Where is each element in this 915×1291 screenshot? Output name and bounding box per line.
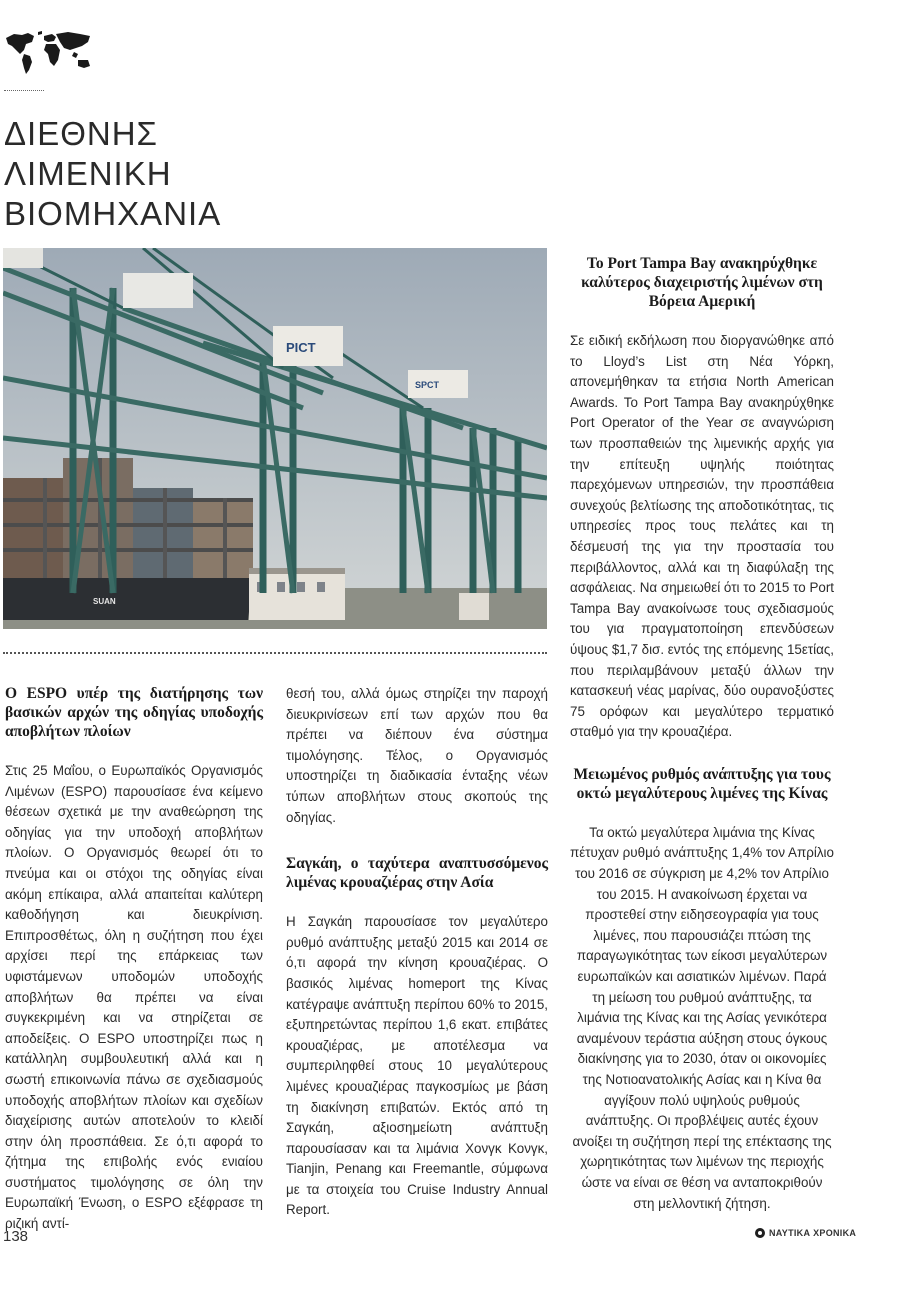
crane-label-1: PICT — [286, 340, 316, 355]
article-china-body: Τα οκτώ μεγαλύτερα λιμάνια της Κίνας πέτυχαν ρυθμό ανάπτυξης 1,4% τον Απρίλιο του 2016 σε σύγκριση με 4,2% τον Απρίλιο του 2015. Η ανακοίνωση έρχεται να προστεθεί στην ειδησεογραφία για τους λιμένες, που παρουσιάζει πτώση της παραγωγικότητας των είκοσι μεγαλύτερων ευρωπαϊκών και ασιατικών λιμένων. Παρά τη μείωση του ρυθμού ανάπτυξης, τα λιμάνια της Κίνας και της Ασίας γενικότερα αναμένουν τεράστια αύξηση στους όγκους διακίνησης για το 2030, όταν οι οικονομίες της Νοτιοανατολικής Ασίας και η Κίνα θα αγγίξουν πολύ υψηλούς ρυθμούς ανάπτυξης. Οι προβλέψεις αυτές έχουν ανοίξει τη συζήτηση περί της επέκτασης της χωρητικότητας των λιμένων της περιοχής ώστε να είναι σε θέση να ανταποκριθούν στη μελλοντική ζήτηση. — [570, 824, 834, 1211]
article-tampa-heading: Το Port Tampa Bay ανακηρύχθηκε καλύτερος διαχειριστής λιμένων στη Βόρεια Αμερική — [581, 255, 823, 310]
world-map-icon — [4, 28, 94, 76]
article-china-heading: Μειωμένος ρυθμός ανάπτυξης για τους οκτώ μεγαλύτερους λιμένες της Κίνας — [573, 765, 831, 802]
article-espo — [5, 684, 263, 1245]
article-espo-heading: Ο ESPO υπέρ της διατήρησης των βασικών αρχών της οδηγίας υποδοχής αποβλήτων πλοίων — [5, 685, 263, 740]
article-shanghai-body: Η Σαγκάη παρουσίασε τον μεγαλύτερο ρυθμό ανάπτυξης μεταξύ 2015 και 2014 σε ό,τι αφορά την κίνηση κρουαζιέρας. Ο βασικός λιμένας homeport της Κίνας κατέγραψε ανάπτυξη περίπου 60% το 2015, εξυπηρετώντας περίπου 1,6 εκατ. επιβάτες κρουαζιέρας, με αποτέλεσμα να συμπεριληφθεί στους 10 μεγαλύτερους λιμένες κρουαζιέρας παγκοσμίως με βάση τη διακίνηση επιβατών. Εκτός από τη Σαγκάη, αξιοσημείωτη ανάπτυξη παρουσίασαν και τα λιμάνια Χονγκ Κονγκ, Tianjin, Penang και Freemantle, σύμφωνα με τα στοιχεία του Cruise Industry Annual Report. — [286, 914, 548, 1218]
article-shanghai-heading: Σαγκάη, ο ταχύτερα αναπτυσσόμενος λιμένας κρουαζιέρας στην Ασία — [286, 855, 548, 892]
section-title — [4, 114, 221, 234]
port-cranes-photo — [3, 248, 547, 629]
page-number: 138 — [3, 1228, 29, 1245]
title-line-2: ΛΙΜΕΝΙΚΗ — [4, 155, 172, 192]
title-line-1: ΔΙΕΘΝΗΣ — [4, 115, 158, 152]
brand-logo-icon — [755, 1228, 765, 1238]
crane-label-2: SPCT — [415, 380, 440, 390]
brand-footer — [755, 1228, 856, 1238]
column-two — [286, 684, 548, 1231]
title-line-3: ΒΙΟΜΗΧΑΝΙΑ — [4, 195, 222, 232]
article-espo-body: Στις 25 Μαΐου, ο Ευρωπαϊκός Οργανισμός Λιμένων (ESPO) παρουσίασε ένα κείμενο θέσεων σχετικά με την αναθεώρηση της οδηγίας για την υποδοχή αποβλήτων πλοίων. Ο Οργανισμός θεωρεί ότι το πνεύμα και οι στόχοι της οδηγίας είναι ακόμη επίκαιρα, αλλά απαιτείται καλύτερη καθοδήγηση και διευκρίνιση. Επιπροσθέτως, όλη η συζήτηση που έχει αρχίσει περί της επάρκειας των υφιστάμενων υποδομών υποδοχής αποβλήτων θα πρέπει να είναι συγκεκριμένη και να στηρίζεται σε αποδείξεις. Ο ESPO υποστηρίζει πως η κατάλληλη συμβουλευτική αλλά και η σωστή επικοινωνία πάνω σε σχεδιασμούς υποδοχής αποβλήτων πλοίων και σχεδίων διαχείρισης αυτών αποτελούν το κλειδί στην όλη προσπάθεια. Σε ό,τι αφορά το ζήτημα της επιβολής ενός ενιαίου συστήματος τιμολόγησης σε όλη την Ευρωπαϊκή Ένωση, ο ESPO εξέφρασε τη ριζική αντί- — [5, 763, 263, 1232]
ship-name: SUAN — [93, 597, 116, 606]
header-divider — [4, 90, 44, 91]
column-three — [570, 254, 834, 1224]
article-tampa-body: Σε ειδική εκδήλωση που διοργανώθηκε από το Lloyd’s List στη Νέα Υόρκη, απονεμήθηκαν τα ετήσια North American Awards. Το Port Tampa Bay ανακηρύχθηκε Port Operator of the Year σε αναγνώριση των προσπαθειών της λιμενικής αρχής για την επίτευξη υψηλής ποιότητας παρεχόμενων υπηρεσιών, την προσπάθεια συνεχούς βελτίωσης της αποδοτικότητας, τις υπηρεσίες προς τους πελάτες και τη δέσμευσή της για την προστασία του περιβάλλοντος, αλλά και τη διαφύλαξη της ασφάλειας. Να σημειωθεί ότι το 2015 το Port Tampa Bay ανακοίνωσε τους σχεδιασμούς του για πραγματοποίηση επενδύσεων ύψους $1,7 δισ. εντός της επόμενης 15ετίας, που περιλαμβάνουν μεταξύ άλλων την κατασκευή νέας μαρίνας, δύο ουρανοξύστες 75 ορόφων και μεγαλύτερο τερματικό σταθμό για την κρουαζιέρα. — [570, 333, 834, 740]
photo-divider — [3, 652, 547, 654]
article-espo-body-continued: θεσή του, αλλά όμως στηρίζει την παροχή διευκρινίσεων επί των αρχών που θα πρέπει να διέπουν ένα σύστημα τιμολόγησης. Τέλος, ο Οργανισμός υποστηρίζει τη διαδικασία ένταξης νέων τύπων αποβλήτων στους σκοπούς της οδηγίας. — [286, 686, 548, 825]
brand-name: ΝΑΥΤΙΚΑ ΧΡΟΝΙΚΑ — [769, 1228, 857, 1238]
